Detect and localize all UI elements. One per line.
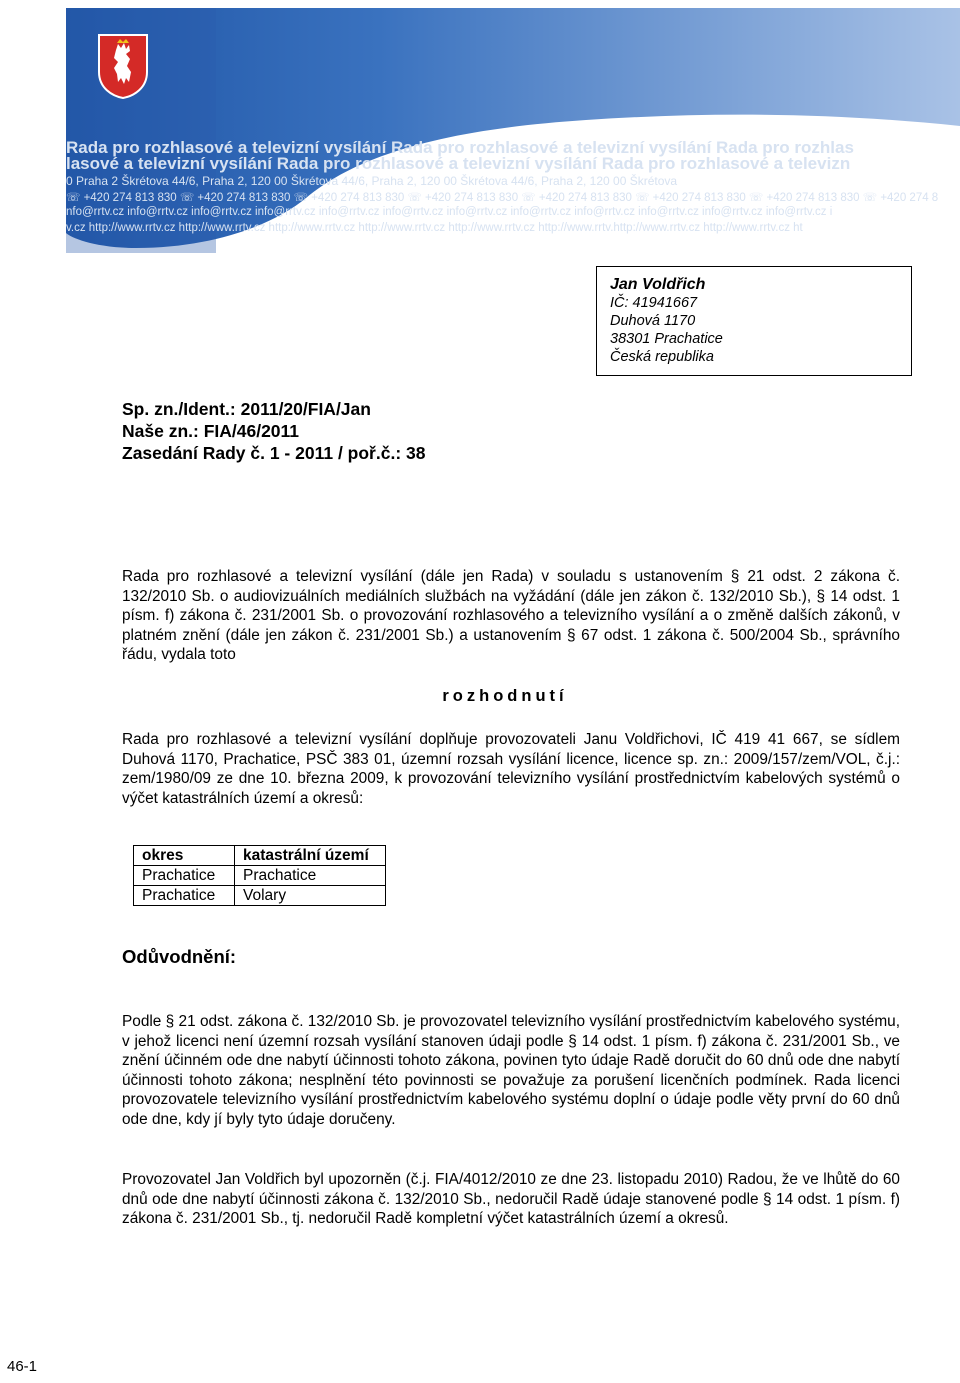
column-header-district: okres bbox=[134, 846, 235, 866]
table-header-row bbox=[134, 846, 386, 866]
letterhead-email-line: nfo@rrtv.cz info@rrtv.cz info@rrtv.cz info@rrtv.cz info@rrtv.cz info@rrtv.cz info@rrtv.cz info@rrtv.cz info@rrtv.cz info@rrtv.cz info@rrtv.cz info@rrtv.cz i bbox=[66, 206, 833, 218]
decision-title: rozhodnutí bbox=[442, 687, 568, 705]
table-cell-district: Prachatice bbox=[134, 866, 235, 886]
reference-block bbox=[122, 398, 425, 464]
session-reference: Zasedání Rady č. 1 - 2011 / poř.č.: 38 bbox=[122, 443, 426, 463]
reasoning-heading: Odůvodnění: bbox=[122, 946, 237, 967]
letterhead-text bbox=[66, 138, 960, 238]
table-row bbox=[134, 886, 386, 906]
table-row bbox=[134, 866, 386, 886]
cadastral-areas-table bbox=[133, 845, 386, 906]
addressee-ic: IČ: 41941667 bbox=[610, 295, 698, 311]
file-reference: Sp. zn./Ident.: 2011/20/FIA/Jan bbox=[122, 399, 371, 419]
table-cell-district: Prachatice bbox=[134, 886, 235, 906]
addressee-country: Česká republika bbox=[610, 349, 714, 365]
letterhead-address-line: 0 Praha 2 Škrétova 44/6, Praha 2, 120 00 Škrétova 44/6, Praha 2, 120 00 Škrétova 44/6, Praha 2, 120 00 Škrétova bbox=[66, 174, 678, 188]
coat-of-arms-icon bbox=[96, 32, 150, 100]
decision-paragraph: Rada pro rozhlasové a televizní vysílání doplňuje provozovateli Janu Voldřichovi, IČ 419 41 667, se sídlem Duhová 1170, Prachatice, PSČ 383 01, územní rozsah vysílání licence, licence sp. zn.: 2009/157/zem/VOL, č.j.: zem/1980/09 ze dne 10. března 2009, k provozování televizního vysílání prostřednictvím kabelových systémů o výčet katastrálních území a okresů: bbox=[122, 731, 900, 807]
our-reference: Naše zn.: FIA/46/2011 bbox=[122, 421, 300, 441]
addressee-city: 38301 Prachatice bbox=[610, 331, 723, 347]
letterhead-line: Rada pro rozhlasové a televizní vysílání Rada pro rozhlasové a televizní vysílání Rada pro rozhlas bbox=[66, 138, 854, 157]
letterhead bbox=[66, 8, 960, 253]
reasoning-paragraph-2: Provozovatel Jan Voldřich byl upozorněn (č.j. FIA/4012/2010 ze dne 23. listopadu 2010) Radou, že ve lhůtě do 60 dnů ode dne nabytí účinnosti zákona č. 132/2010 Sb., nedoručil Radě údaje stanovené podle § 14 odst. 1 písm. f) zákona č. 231/2001 Sb., tj. nedoručil Radě kompletní výčet katastrálních území a okresů. bbox=[122, 1171, 900, 1228]
page-number: 46-1 bbox=[7, 1358, 38, 1375]
table-cell-cadastral-area: Volary bbox=[235, 886, 386, 906]
letterhead-web-line: v.cz http://www.rrtv.cz http://www.rrtv.cz http://www.rrtv.cz http://www.rrtv.cz http://www.rrtv.cz http://www.rrtv.http://www.rrtv.cz http://www.rrtv.cz ht bbox=[66, 222, 803, 234]
intro-paragraph: Rada pro rozhlasové a televizní vysílání (dále jen Rada) v souladu s ustanovením § 21 odst. 2 zákona č. 132/2010 Sb. o audiovizuálních mediálních službách na vyžádání (dále jen zákon č. 132/2010 Sb.), § 14 odst. 1 písm. f) zákona č. 231/2001 Sb. o provozování rozhlasového a televizního vysílání a o změně dalších zákonů, v platném znění (dále jen zákon č. 231/2001 Sb.) a ustanovením § 67 odst. 1 zákona č. 500/2004 Sb., správního řádu, vydala toto bbox=[122, 568, 900, 664]
column-header-cadastral-area: katastrální území bbox=[235, 846, 386, 866]
table-cell-cadastral-area: Prachatice bbox=[235, 866, 386, 886]
addressee-box bbox=[596, 266, 912, 376]
letterhead-phone-line: ☏ +420 274 813 830 ☏ +420 274 813 830 ☏ +420 274 813 830 ☏ +420 274 813 830 ☏ +420 274 813 830 ☏ +420 274 813 830 ☏ +420 274 813 830 ☏ +420 274 8 bbox=[66, 192, 939, 204]
letterhead-line: lasové a televizní vysílání Rada pro rozhlasové a televizní vysílání Rada pro rozhlasové a televizn bbox=[66, 154, 851, 173]
reasoning-paragraph-1: Podle § 21 odst. zákona č. 132/2010 Sb. je provozovatel televizního vysílání prostřednictvím kabelového systému, v jehož licenci není územní rozsah vysílání stanoven údaji podle § 14 odst. 1 písm. f) zákona č. 231/2001 Sb., ve znění účinném ode dne nabytí účinnosti tohoto zákona, povinen tyto údaje Radě doručit do 60 dnů ode dne nabytí účinnosti tohoto zákona; nesplnění této povinnosti se považuje za porušení licenčních podmínek. Rada licenci provozovatele televizního vysílání prostřednictvím kabelového systému doplní o údaje podle věty první do 60 dnů ode dne, kdy jí byly tyto údaje doručeny. bbox=[122, 1013, 900, 1128]
addressee-name: Jan Voldřich bbox=[610, 276, 706, 293]
addressee-street: Duhová 1170 bbox=[610, 313, 696, 329]
